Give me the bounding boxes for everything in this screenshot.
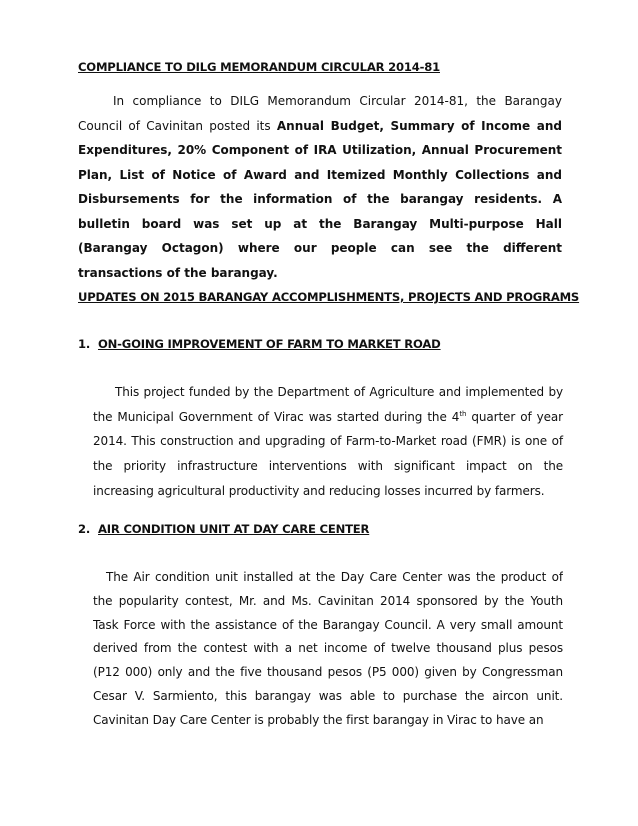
section-1-text-b: quarter of year 2014. This construction and upgrading of Farm-to-Market road (FMR) is one of the priority infrastructure interventions with significant impact on the increasing agricultural productivity and reducing losses incurred by farmers. [93, 409, 563, 498]
compliance-text: In compliance to DILG Memorandum Circular 2014-81, the Barangay Council of Cavinitan posted its [78, 94, 562, 133]
section-1-title: ON-GOING IMPROVEMENT OF FARM TO MARKET ROAD [98, 337, 441, 351]
section-1-paragraph [93, 380, 563, 504]
compliance-paragraph [78, 89, 562, 285]
section-1-superscript: th [459, 409, 467, 418]
updates-heading: UPDATES ON 2015 BARANGAY ACCOMPLISHMENTS, PROJECTS AND PROGRAMS [78, 290, 580, 304]
compliance-bold-text: Annual Budget, Summary of Income and Expenditures, 20% Component of IRA Utilization, Annual Procurement Plan, List of Notice of Award and Itemized Monthly Collections and Disbursements for the information of the barangay residents. A bulletin board was set up at the Barangay Multi-purpose Hall (Barangay Octagon) where our people can see the different transactions of the barangay. [78, 118, 562, 280]
compliance-heading: COMPLIANCE TO DILG MEMORANDUM CIRCULAR 2014-81 [78, 60, 440, 74]
section-1-text-a: This project funded by the Department of Agriculture and implemented by the Municipal Government of Virac was started during the 4 [93, 385, 563, 424]
section-1-heading [78, 337, 441, 351]
section-1-number: 1. [78, 337, 91, 351]
section-2-number: 2. [78, 522, 91, 536]
section-2-text: The Air condition unit installed at the Day Care Center was the product of the popularity contest, Mr. and Ms. Cavinitan 2014 sponsored by the Youth Task Force with the assistance of the Barangay Council. A very small amount derived from the contest with a net income of twelve thousand plus pesos (P12 000) only and the five thousand pesos (P5 000) given by Congressman Cesar V. Sarmiento, this barangay was able to purchase the aircon unit. Cavinitan Day Care Center is probably the first barangay in Virac to have an [93, 570, 563, 727]
section-2-heading [78, 522, 369, 536]
section-2-paragraph [93, 566, 563, 786]
section-2-title: AIR CONDITION UNIT AT DAY CARE CENTER [98, 522, 370, 536]
